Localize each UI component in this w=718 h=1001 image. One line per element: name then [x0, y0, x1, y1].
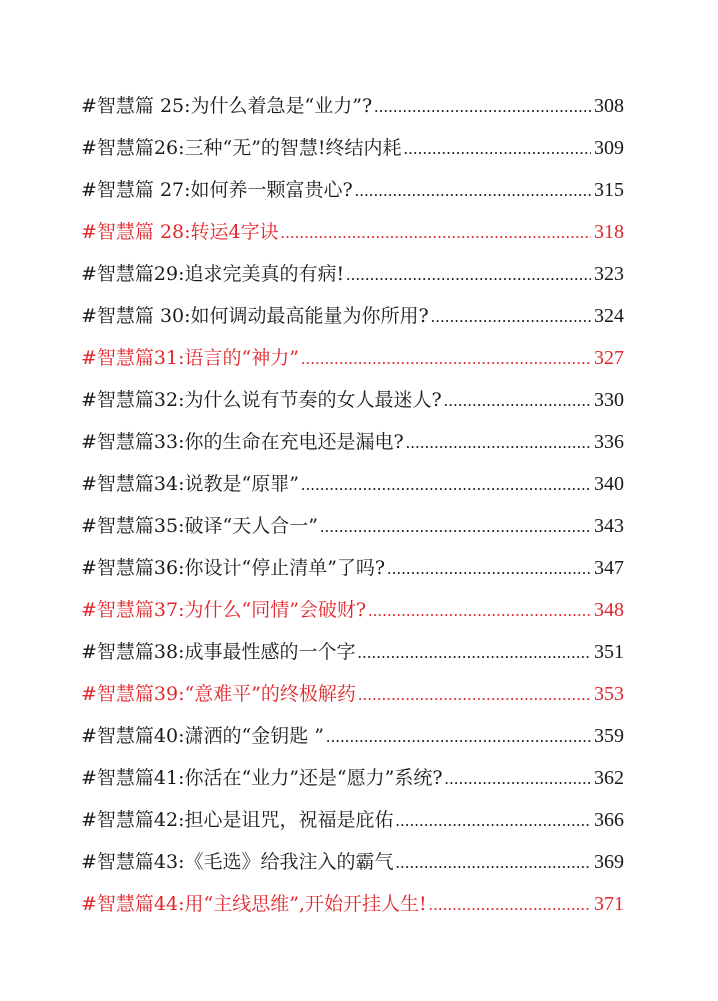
toc-entry: [81, 379, 624, 421]
toc-entry-title: #智慧篇40:潇洒的“金钥匙 ”: [81, 725, 324, 747]
toc-entry: [81, 715, 624, 757]
toc-leader-dots: [355, 170, 591, 212]
toc-entry: [81, 211, 624, 253]
toc-entry-title: #智慧篇 28:转运4字诀: [81, 221, 279, 243]
toc-entry-page: 359: [594, 725, 624, 747]
toc-leader-dots: [326, 716, 591, 758]
toc-entry: [81, 169, 624, 211]
toc-entry-title: #智慧篇39:“意难平”的终极解药: [81, 683, 356, 705]
toc-entry-title: #智慧篇 25:为什么着急是“业力”?: [81, 95, 373, 117]
toc-entry-page: 371: [594, 893, 624, 915]
toc-entry-page: 330: [594, 389, 624, 411]
toc-entry-title: #智慧篇37:为什么“同情”会破财?: [81, 599, 367, 621]
toc-entry: [81, 841, 624, 883]
toc-entry: [81, 421, 624, 463]
toc-entry-page: 369: [594, 851, 624, 873]
toc-entry-page: 324: [594, 305, 624, 327]
toc-entry: [81, 505, 624, 547]
toc-entry: [81, 673, 624, 715]
toc-entry-title: #智慧篇29:追求完美真的有病!: [81, 263, 345, 285]
toc-entry-page: 309: [594, 137, 624, 159]
toc-entry-title: #智慧篇32:为什么说有节奏的女人最迷人?: [81, 389, 442, 411]
toc-leader-dots: [404, 128, 591, 170]
toc-entry: [81, 253, 624, 295]
toc-entry-page: 347: [594, 557, 624, 579]
toc-leader-dots: [301, 464, 591, 506]
toc-entry-page: 353: [594, 683, 624, 705]
toc-entry-title: #智慧篇35:破译“天人合一”: [81, 515, 318, 537]
toc-entry-title: #智慧篇38:成事最性感的一个字: [81, 641, 356, 663]
toc-entry-page: 362: [594, 767, 624, 789]
toc-entry: [81, 757, 624, 799]
toc-leader-dots: [320, 506, 591, 548]
toc-entry: [81, 337, 624, 379]
toc-leader-dots: [346, 254, 591, 296]
toc-entry-title: #智慧篇41:你活在“业力”还是“愿力”系统?: [81, 767, 443, 789]
table-of-contents: [81, 85, 624, 925]
toc-entry-page: 315: [594, 179, 624, 201]
toc-leader-dots: [396, 842, 592, 884]
toc-entry-title: #智慧篇33:你的生命在充电还是漏电?: [81, 431, 404, 453]
toc-entry-page: 351: [594, 641, 624, 663]
toc-entry-title: #智慧篇43:《毛选》给我注入的霸气: [81, 851, 394, 873]
toc-entry: [81, 85, 624, 127]
toc-entry-page: 366: [594, 809, 624, 831]
toc-leader-dots: [406, 422, 591, 464]
toc-entry-title: #智慧篇31:语言的“神力”: [81, 347, 299, 369]
toc-entry: [81, 589, 624, 631]
toc-entry: [81, 295, 624, 337]
toc-entry-title: #智慧篇26:三种“无”的智慧!终结内耗: [81, 137, 402, 159]
toc-entry-page: 343: [594, 515, 624, 537]
toc-entry-title: #智慧篇42:担心是诅咒，祝福是庇佑: [81, 809, 394, 831]
toc-entry-page: 308: [594, 95, 624, 117]
toc-leader-dots: [374, 86, 591, 128]
toc-entry: [81, 547, 624, 589]
toc-entry: [81, 127, 624, 169]
toc-entry-page: 323: [594, 263, 624, 285]
toc-entry: [81, 631, 624, 673]
toc-leader-dots: [358, 632, 592, 674]
toc-leader-dots: [387, 548, 591, 590]
toc-entry-page: 340: [594, 473, 624, 495]
toc-entry-title: #智慧篇34:说教是“原罪”: [81, 473, 299, 495]
toc-leader-dots: [396, 800, 592, 842]
toc-entry-page: 336: [594, 431, 624, 453]
toc-entry: [81, 463, 624, 505]
toc-entry-title: #智慧篇 27:如何养一颗富贵心?: [81, 179, 353, 201]
toc-entry-page: 318: [594, 221, 624, 243]
toc-entry: [81, 883, 624, 925]
toc-leader-dots: [301, 338, 591, 380]
toc-entry-title: #智慧篇36:你设计“停止清单”了吗?: [81, 557, 386, 579]
toc-entry-page: 327: [594, 347, 624, 369]
toc-entry-page: 348: [594, 599, 624, 621]
toc-leader-dots: [445, 758, 591, 800]
toc-leader-dots: [358, 674, 591, 716]
toc-entry-title: #智慧篇 30:如何调动最高能量为你所用?: [81, 305, 429, 327]
toc-leader-dots: [281, 212, 591, 254]
toc-entry-title: #智慧篇44:用“主线思维”,开始开挂人生!: [81, 893, 427, 915]
toc-leader-dots: [368, 590, 591, 632]
toc-leader-dots: [431, 296, 591, 338]
toc-leader-dots: [444, 380, 591, 422]
toc-leader-dots: [429, 884, 591, 926]
toc-entry: [81, 799, 624, 841]
